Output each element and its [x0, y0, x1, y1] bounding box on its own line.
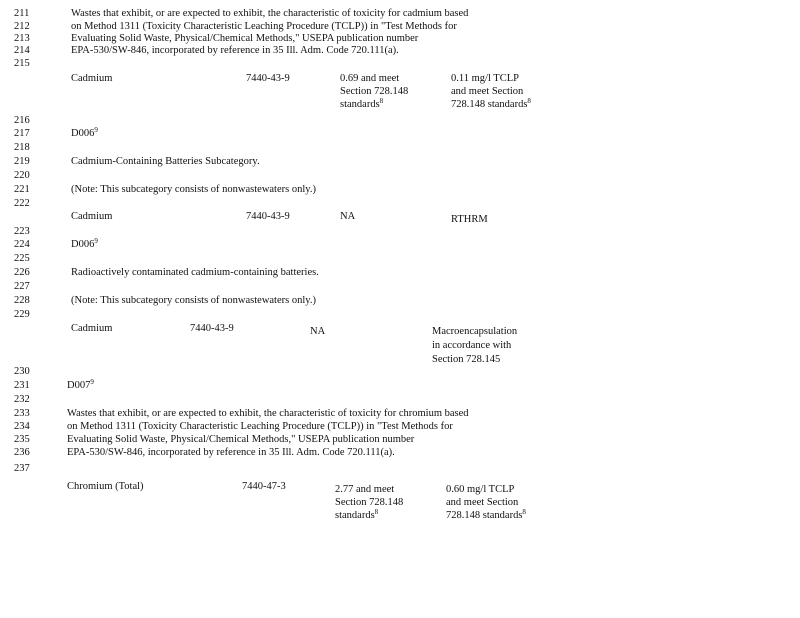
line-number: 212	[14, 21, 30, 32]
cas-number: 7440-43-9	[246, 211, 290, 222]
nonwastewater-standard: in accordance with	[432, 340, 512, 351]
paragraph-line: Evaluating Solid Waste, Physical/Chemical Methods," USEPA publication number	[71, 33, 419, 44]
nonwastewater-standard: 728.148 standards$^8$	[451, 97, 531, 110]
wastewater-standard: 2.77 and meet	[335, 484, 395, 495]
line-number: 226	[14, 267, 30, 278]
line-number: 237	[14, 463, 30, 474]
nonwastewater-standard: Macroencapsulation	[432, 326, 518, 337]
wastewater-standard: NA	[310, 326, 326, 337]
line-number: 236	[14, 447, 30, 458]
wastewater-standard: Section 728.148	[335, 497, 404, 508]
line-number: 232	[14, 394, 30, 405]
line-number: 223	[14, 226, 30, 237]
footnote-ref: 9	[90, 378, 94, 386]
line-number: 234	[14, 421, 30, 432]
constituent-name: Cadmium	[71, 211, 113, 222]
waste-code: $D006^9$	[71, 237, 98, 250]
wastewater-standard: standards$^8$	[340, 97, 384, 110]
line-number: 222	[14, 198, 30, 209]
line-number: 219	[14, 156, 30, 167]
cas-number: 7440-47-3	[242, 481, 286, 492]
subcategory-title: Cadmium-Containing Batteries Subcategory.	[71, 156, 260, 167]
footnote-ref: 9	[94, 126, 98, 134]
line-number: 215	[14, 58, 30, 69]
paragraph-line: on Method 1311 (Toxicity Characteristic Leaching Procedure (TCLP)) in "Test Methods for	[71, 21, 457, 32]
nonwastewater-standard: 0.60 mg/l TCLP	[446, 484, 515, 495]
constituent-name: Cadmium	[71, 323, 113, 334]
paragraph-line: Wastes that exhibit, or are expected to exhibit, the characteristic of toxicity for cadmium based	[71, 8, 469, 19]
line-number: 217	[14, 128, 30, 139]
subcategory-note: (Note: This subcategory consists of nonwastewaters only.)	[71, 184, 316, 195]
footnote-ref: 9	[94, 237, 98, 245]
line-number: 228	[14, 295, 30, 306]
paragraph-line: EPA-530/SW-846, incorporated by reference in 35 Ill. Adm. Code 720.111(a).	[71, 45, 399, 56]
nonwastewater-standard: Section 728.145	[432, 354, 501, 365]
subcategory-note: (Note: This subcategory consists of nonwastewaters only.)	[71, 295, 316, 306]
line-number: 225	[14, 253, 30, 264]
wastewater-standard: Section 728.148	[340, 86, 409, 97]
footnote-ref: 8	[374, 508, 379, 516]
paragraph-line: Evaluating Solid Waste, Physical/Chemical Methods," USEPA publication number	[67, 434, 415, 445]
footnote-ref: 8	[527, 97, 531, 105]
nonwastewater-standard: RTHRM	[451, 214, 488, 225]
line-number: 221	[14, 184, 30, 195]
constituent-name: Cadmium	[71, 73, 113, 84]
line-number: 231	[14, 380, 30, 391]
line-number: 235	[14, 434, 30, 445]
waste-code: $D007^9$	[67, 378, 94, 391]
nonwastewater-standard: and meet Section	[446, 497, 519, 508]
line-number: 213	[14, 33, 30, 44]
wastewater-standard: 0.69 and meet	[340, 73, 400, 84]
line-number: 229	[14, 309, 30, 320]
nonwastewater-standard: 0.11 mg/l TCLP	[451, 73, 519, 84]
constituent-name: Chromium (Total)	[67, 481, 144, 492]
line-number: 227	[14, 281, 30, 292]
paragraph-line: EPA-530/SW-846, incorporated by reference in 35 Ill. Adm. Code 720.111(a).	[67, 447, 395, 458]
line-number: 224	[14, 239, 30, 250]
footnote-ref: 8	[379, 97, 384, 105]
line-number: 233	[14, 408, 30, 419]
line-number: 214	[14, 45, 30, 56]
subcategory-title: Radioactively contaminated cadmium-containing batteries.	[71, 267, 319, 278]
line-number: 220	[14, 170, 30, 181]
cas-number: 7440-43-9	[246, 73, 290, 84]
nonwastewater-standard: and meet Section	[451, 86, 524, 97]
paragraph-line: on Method 1311 (Toxicity Characteristic Leaching Procedure (TCLP)) in "Test Methods for	[67, 421, 453, 432]
line-number: 218	[14, 142, 30, 153]
line-number: 211	[14, 8, 30, 19]
paragraph-line: Wastes that exhibit, or are expected to exhibit, the characteristic of toxicity for chromium based	[67, 408, 469, 419]
footnote-ref: 8	[522, 508, 526, 516]
wastewater-standard: NA	[340, 211, 356, 222]
waste-code: $D006^9$	[71, 126, 98, 139]
line-number: 216	[14, 115, 30, 126]
line-number: 230	[14, 366, 30, 377]
wastewater-standard: standards$^8$	[335, 508, 379, 521]
nonwastewater-standard: 728.148 standards$^8$	[446, 508, 526, 521]
cas-number: 7440-43-9	[190, 323, 234, 334]
